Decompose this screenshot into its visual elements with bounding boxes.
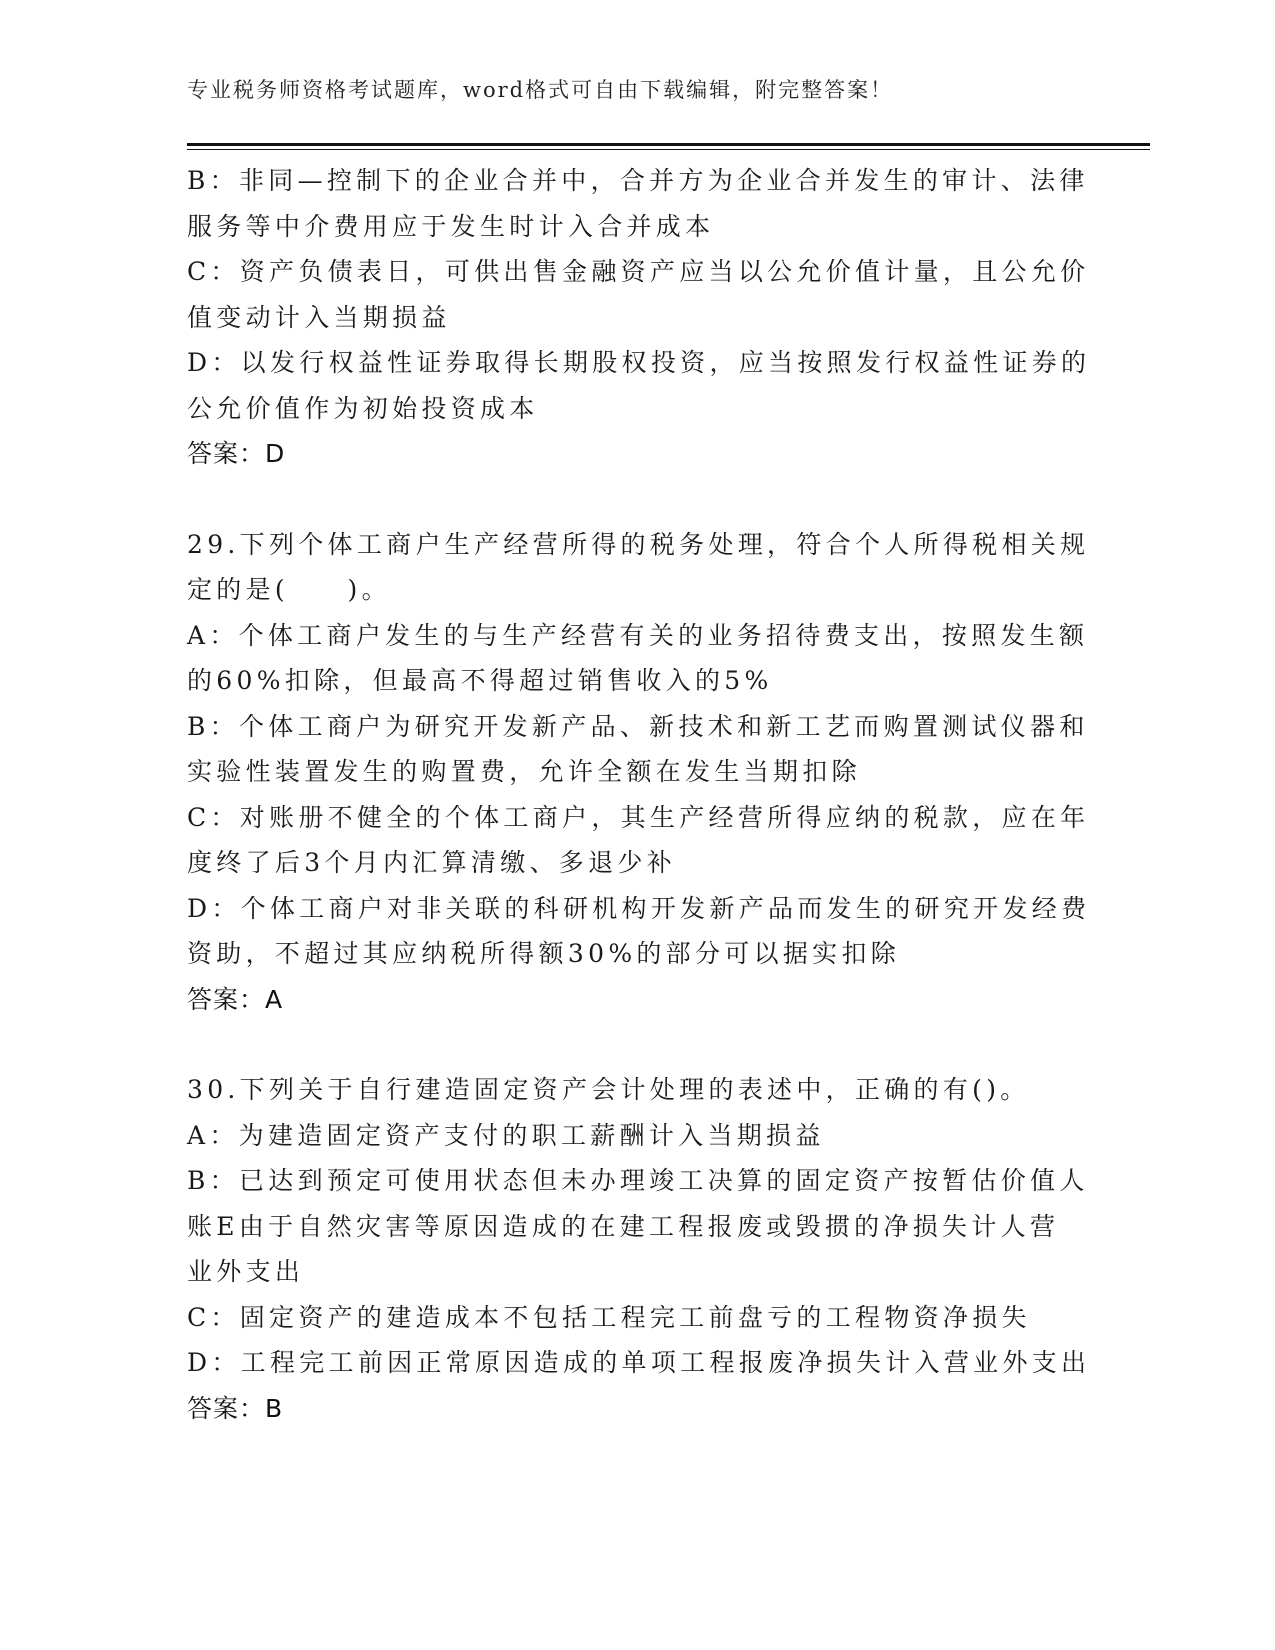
answer-line: 答案：A [187, 984, 284, 1014]
option-c [187, 1295, 1127, 1341]
option-line: 的60%扣除，但最高不得超过销售收入的5% [187, 666, 773, 695]
option-line: 值变动计入当期损益 [187, 302, 451, 332]
option-line: 业外支出 [187, 1257, 305, 1286]
option-d [187, 1340, 1127, 1386]
option-line: D：工程完工前因正常原因造成的单项工程报废净损失计入营业外支出 [187, 1348, 1091, 1377]
page-header: 专业税务师资格考试题库，word格式可自由下载编辑，附完整答案！ [187, 78, 894, 102]
header-rule-thin [187, 149, 1150, 150]
option-line: 账E由于自然灾害等原因造成的在建工程报废或毁掼的净损失计人营 [187, 1211, 1060, 1241]
option-line: 资助，不超过其应纳税所得额30%的部分可以据实扣除 [187, 939, 901, 968]
option-b [187, 704, 1127, 795]
option-b [187, 1158, 1127, 1295]
option-line: C：对账册不健全的个体工商户，其生产经营所得应纳的税款，应在年 [187, 802, 1090, 832]
option-line: A：为建造固定资产支付的职工薪酬计入当期损益 [187, 1120, 825, 1150]
option-d [187, 886, 1127, 977]
question-stem-line: 定的是( )。 [187, 575, 391, 604]
question-30 [187, 1067, 1127, 1431]
option-a [187, 613, 1127, 704]
option-a [187, 1113, 1127, 1159]
document-body [187, 158, 1127, 1431]
option-line: B：非同—控制下的企业合并中，合并方为企业合并发生的审计、法律 [187, 166, 1089, 195]
header-rule-thick [187, 143, 1150, 146]
option-line: B：个体工商户为研究开发新产品、新技术和新工艺而购置测试仪器和 [187, 711, 1089, 741]
option-line: D：个体工商户对非关联的科研机构开发新产品而发生的研究开发经费 [187, 893, 1091, 923]
option-c [187, 249, 1127, 340]
question-stem-line: 30.下列关于自行建造固定资产会计处理的表述中，正确的有()。 [187, 1075, 1030, 1104]
option-line: C：固定资产的建造成本不包括工程完工前盘亏的工程物资净损失 [187, 1302, 1031, 1332]
option-b [187, 158, 1127, 249]
option-d [187, 340, 1127, 431]
spacer [187, 1022, 1127, 1067]
option-line: 公允价值作为初始投资成本 [187, 393, 539, 423]
question-stem-line: 29.下列个体工商户生产经营所得的税务处理，符合个人所得税相关规 [187, 529, 1090, 559]
spacer [187, 477, 1127, 522]
option-line: C：资产负债表日，可供出售金融资产应当以公允价值计量，且公允价 [187, 257, 1090, 286]
option-line: D：以发行权益性证券取得长期股权投资，应当按照发行权益性证券的 [187, 348, 1091, 377]
option-line: 实验性装置发生的购置费，允许全额在发生当期扣除 [187, 757, 861, 786]
option-c [187, 795, 1127, 886]
question-29 [187, 522, 1127, 1023]
answer-line: 答案：B [187, 1393, 284, 1423]
option-line: 服务等中介费用应于发生时计入合并成本 [187, 211, 715, 241]
answer-line: 答案：D [187, 439, 286, 468]
option-line: B：已达到预定可使用状态但未办理竣工决算的固定资产按暂估价值人 [187, 1166, 1089, 1195]
question-28-continued [187, 158, 1127, 477]
option-line: A：个体工商户发生的与生产经营有关的业务招待费支出，按照发生额 [187, 620, 1089, 650]
option-line: 度终了后3个月内汇算清缴、多退少补 [187, 848, 677, 877]
